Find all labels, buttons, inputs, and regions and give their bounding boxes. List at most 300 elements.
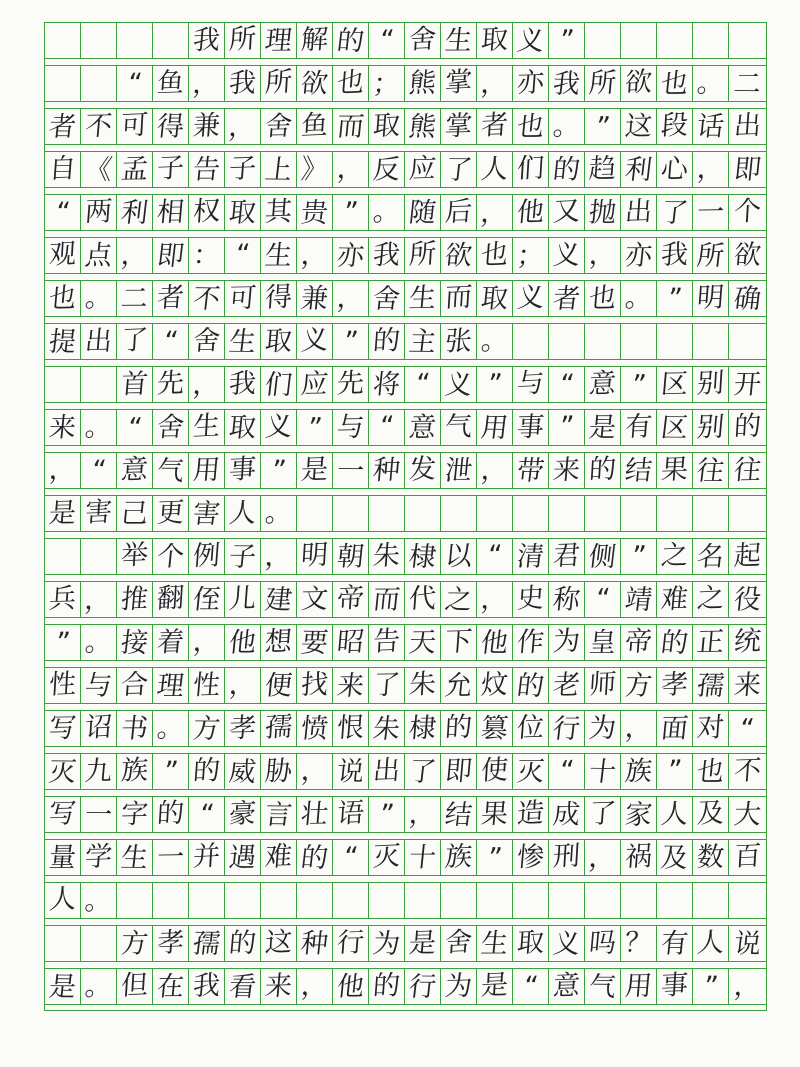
handwritten-char: 役	[731, 584, 763, 616]
handwritten-char: 熊	[407, 67, 438, 100]
grid-cell	[657, 797, 693, 832]
grid-cell	[81, 926, 117, 961]
handwritten-char: 孟	[119, 153, 150, 186]
handwritten-char: ，	[336, 152, 366, 185]
handwritten-char: 我	[659, 239, 690, 272]
handwritten-char: 一	[83, 799, 114, 831]
grid-cell	[693, 668, 729, 703]
grid-cell	[333, 539, 369, 574]
handwritten-char: 位	[515, 712, 546, 745]
handwritten-char: 十	[407, 842, 438, 874]
handwritten-char: 其	[263, 196, 294, 229]
grid-cell	[729, 367, 765, 402]
grid-cell	[297, 582, 333, 617]
handwritten-char: 舍	[191, 325, 222, 358]
grid-cell	[549, 152, 585, 187]
handwritten-char: 利	[623, 154, 654, 186]
grid-cell	[549, 797, 585, 832]
grid-cell	[81, 281, 117, 316]
handwritten-char: 可	[120, 109, 150, 142]
grid-cell	[657, 238, 693, 273]
handwritten-char: 了	[371, 669, 402, 702]
grid-cell	[405, 969, 441, 1004]
grid-cell	[477, 754, 513, 789]
grid-cell	[693, 109, 729, 144]
handwritten-char: 想	[263, 626, 294, 659]
grid-cell	[657, 496, 693, 531]
handwritten-char: 亦	[515, 67, 546, 100]
handwritten-char: 。	[155, 712, 186, 745]
grid-cell	[117, 23, 153, 58]
text-row	[45, 151, 766, 187]
handwritten-char: 确	[731, 283, 763, 315]
handwritten-char: 两	[83, 196, 114, 229]
handwritten-char: 所	[228, 23, 258, 56]
grid-cell	[441, 883, 477, 918]
grid-cell	[405, 324, 441, 359]
handwritten-char: 的	[227, 927, 258, 960]
handwritten-char: 来	[263, 970, 294, 1003]
grid-cell	[369, 66, 405, 101]
grid-cell	[441, 840, 477, 875]
grid-cell	[189, 23, 225, 58]
grid-cell	[441, 109, 477, 144]
grid-cell	[261, 453, 297, 488]
handwritten-char: 篡	[479, 713, 510, 745]
row-spacer	[45, 230, 766, 237]
grid-cell	[657, 969, 693, 1004]
grid-cell	[225, 152, 261, 187]
handwritten-char: 。	[372, 195, 402, 228]
handwritten-char: 朱	[371, 540, 402, 573]
handwritten-char: 与	[516, 367, 546, 400]
grid-cell	[81, 109, 117, 144]
grid-cell	[405, 367, 441, 402]
handwritten-char: 下	[443, 626, 474, 659]
grid-cell	[153, 840, 189, 875]
grid-cell	[369, 625, 405, 660]
handwritten-char: 害	[191, 498, 222, 530]
grid-cell	[441, 195, 477, 230]
grid-cell	[81, 582, 117, 617]
handwritten-char: 靖	[623, 584, 654, 616]
grid-cell	[513, 668, 549, 703]
grid-cell	[441, 969, 477, 1004]
handwritten-char: 找	[299, 669, 330, 702]
grid-cell	[297, 367, 333, 402]
grid-cell	[153, 969, 189, 1004]
grid-cell	[477, 496, 513, 531]
grid-cell	[189, 969, 225, 1004]
handwritten-char: 而	[371, 584, 402, 616]
grid-cell	[513, 754, 549, 789]
grid-cell	[333, 109, 369, 144]
grid-cell	[621, 367, 657, 402]
grid-cell	[297, 66, 333, 101]
handwritten-char: 事	[515, 411, 546, 444]
grid-cell	[729, 539, 765, 574]
handwritten-char: 子	[227, 153, 258, 186]
grid-cell	[45, 238, 81, 273]
handwritten-char: 取	[479, 283, 510, 315]
handwritten-char: 要	[299, 627, 330, 659]
handwritten-char: ，	[263, 540, 294, 573]
handwritten-char: 棣	[407, 541, 438, 573]
grid-cell	[693, 66, 729, 101]
handwritten-char: “	[486, 539, 503, 572]
handwritten-char: 《	[83, 154, 114, 186]
grid-cell	[549, 410, 585, 445]
grid-cell	[585, 23, 621, 58]
handwritten-char: ，	[624, 711, 654, 744]
grid-cell	[621, 754, 657, 789]
grid-cell	[621, 797, 657, 832]
handwritten-char: 不	[83, 110, 114, 143]
handwritten-char: 方	[119, 928, 150, 960]
handwritten-char: 点	[83, 240, 114, 272]
handwritten-char: 合	[119, 669, 150, 702]
grid-cell	[477, 66, 513, 101]
handwritten-char: 天	[407, 627, 438, 659]
handwritten-char: 推	[119, 583, 150, 616]
handwritten-char: 随	[407, 197, 438, 229]
handwritten-char: “	[414, 368, 431, 400]
handwritten-char: 他	[227, 627, 258, 659]
composition-grid	[44, 22, 767, 1011]
handwritten-char: “	[89, 455, 108, 487]
grid-cell	[369, 883, 405, 918]
grid-cell	[729, 797, 765, 832]
grid-cell	[261, 883, 297, 918]
grid-cell	[513, 926, 549, 961]
handwritten-char: 灭	[515, 756, 546, 788]
handwritten-char: 面	[659, 713, 690, 745]
handwritten-char: 解	[299, 24, 330, 57]
text-row	[45, 710, 766, 746]
grid-cell	[189, 281, 225, 316]
grid-cell	[45, 840, 81, 875]
handwritten-char: 义	[515, 25, 546, 57]
grid-cell	[585, 883, 621, 918]
grid-cell	[513, 453, 549, 488]
grid-cell	[81, 668, 117, 703]
handwritten-char: 鱼	[300, 109, 330, 142]
handwritten-char: 行	[335, 927, 366, 960]
grid-cell	[153, 496, 189, 531]
handwritten-char: 了	[587, 798, 618, 831]
grid-cell	[477, 23, 513, 58]
handwritten-char: 自	[47, 153, 78, 186]
handwritten-char: 举	[120, 539, 150, 572]
grid-cell	[333, 453, 369, 488]
handwritten-char: 皇	[587, 627, 618, 659]
grid-cell	[153, 797, 189, 832]
grid-cell	[81, 324, 117, 359]
handwritten-char: ，	[587, 842, 618, 874]
handwritten-char: 及	[659, 842, 690, 874]
row-spacer	[45, 58, 766, 65]
grid-cell	[549, 496, 585, 531]
grid-cell	[189, 367, 225, 402]
handwritten-char: “	[378, 410, 395, 443]
handwritten-char: 个	[155, 541, 186, 573]
handwritten-char: 更	[155, 497, 186, 530]
grid-cell	[297, 797, 333, 832]
handwritten-char: 文	[299, 583, 330, 616]
handwritten-char: 二	[731, 68, 763, 100]
handwritten-char: 应	[407, 153, 438, 186]
handwritten-char: 我	[551, 68, 582, 100]
handwritten-char: ”	[666, 754, 683, 787]
handwritten-char: ”	[701, 971, 720, 1003]
handwritten-char: 所	[695, 240, 726, 272]
handwritten-char: 趋	[587, 153, 618, 186]
handwritten-char: 害	[84, 496, 114, 529]
handwritten-char: 己	[119, 498, 150, 530]
grid-cell	[333, 324, 369, 359]
handwritten-char: ”	[377, 799, 396, 831]
grid-cell	[549, 754, 585, 789]
handwritten-char: ，	[300, 754, 330, 787]
grid-cell	[45, 625, 81, 660]
grid-cell	[153, 754, 189, 789]
handwritten-char: ”	[629, 369, 648, 401]
grid-cell	[153, 539, 189, 574]
grid-cell	[513, 625, 549, 660]
handwritten-char: 即	[731, 154, 763, 186]
handwritten-char: 出	[371, 755, 402, 788]
grid-cell	[225, 582, 261, 617]
grid-cell	[405, 840, 441, 875]
handwritten-char: 之	[660, 539, 690, 572]
grid-cell	[45, 281, 81, 316]
grid-cell	[117, 195, 153, 230]
handwritten-char: ，	[48, 453, 78, 486]
handwritten-char: 用	[479, 412, 510, 444]
handwritten-char: 提	[47, 326, 78, 358]
handwritten-char: 师	[588, 668, 618, 701]
handwritten-char: 生	[479, 928, 510, 960]
grid-cell	[261, 797, 297, 832]
grid-cell	[405, 195, 441, 230]
grid-cell	[657, 281, 693, 316]
handwritten-char: 这	[264, 926, 294, 959]
handwritten-char: 起	[732, 540, 762, 573]
handwritten-char: 观	[48, 238, 78, 271]
handwritten-char: ”	[485, 842, 504, 874]
handwritten-char: 孝	[659, 669, 690, 702]
handwritten-char: 灭	[47, 756, 78, 788]
grid-cell	[693, 238, 729, 273]
grid-cell	[405, 883, 441, 918]
handwritten-char: 兼	[191, 110, 222, 143]
grid-cell	[513, 109, 549, 144]
grid-cell	[45, 969, 81, 1004]
handwritten-char: 舍	[155, 411, 186, 444]
handwritten-char: 理	[263, 25, 294, 57]
text-row	[45, 452, 766, 488]
grid-cell	[405, 23, 441, 58]
handwritten-char: 欲	[624, 66, 654, 99]
handwritten-char: 孺	[695, 670, 726, 702]
grid-cell	[297, 969, 333, 1004]
handwritten-char: 的	[659, 627, 690, 659]
grid-cell	[657, 324, 693, 359]
row-spacer	[45, 316, 766, 323]
grid-cell	[189, 195, 225, 230]
grid-cell	[549, 969, 585, 1004]
handwritten-char: 的	[515, 670, 546, 702]
grid-cell	[117, 926, 153, 961]
handwritten-char: 。	[624, 281, 654, 314]
handwritten-char: 意	[587, 368, 618, 401]
grid-cell	[81, 754, 117, 789]
grid-cell	[585, 711, 621, 746]
grid-cell	[369, 195, 405, 230]
grid-cell	[297, 324, 333, 359]
handwritten-char: 。	[695, 67, 726, 100]
handwritten-char: 人	[695, 927, 726, 960]
handwritten-char: 的	[335, 25, 366, 57]
handwritten-char: 写	[47, 712, 78, 745]
handwritten-char: 方	[191, 713, 222, 745]
grid-cell	[261, 281, 297, 316]
handwritten-char: 看	[227, 971, 258, 1003]
handwritten-char: ”	[558, 410, 575, 443]
grid-cell	[621, 539, 657, 574]
grid-cell	[261, 109, 297, 144]
grid-cell	[261, 324, 297, 359]
grid-cell	[45, 883, 81, 918]
grid-cell	[153, 668, 189, 703]
handwritten-char: “	[197, 799, 216, 831]
handwritten-char: 也	[659, 68, 690, 100]
handwritten-char: 昭	[335, 626, 366, 659]
handwritten-char: “	[125, 412, 144, 444]
handwritten-char: 者	[155, 282, 186, 315]
handwritten-char: 即	[155, 240, 186, 272]
grid-cell	[477, 109, 513, 144]
grid-cell	[405, 754, 441, 789]
handwritten-char: 舍	[371, 283, 402, 315]
grid-cell	[261, 582, 297, 617]
grid-cell	[441, 926, 477, 961]
handwritten-char: 难	[263, 841, 294, 874]
grid-cell	[369, 754, 405, 789]
grid-cell	[81, 238, 117, 273]
grid-cell	[45, 926, 81, 961]
grid-cell	[225, 66, 261, 101]
handwritten-char: “	[558, 755, 575, 787]
grid-cell	[729, 668, 765, 703]
grid-cell	[297, 625, 333, 660]
handwritten-char: 个	[732, 195, 762, 228]
grid-cell	[549, 840, 585, 875]
handwritten-char: 结	[443, 799, 474, 831]
handwritten-char: ；	[515, 240, 546, 272]
grid-cell	[513, 840, 549, 875]
handwritten-char: 允	[443, 670, 474, 702]
handwritten-char: 而	[335, 111, 366, 143]
handwritten-char: 九	[83, 755, 114, 788]
grid-cell	[657, 668, 693, 703]
grid-cell	[621, 410, 657, 445]
handwritten-char: 及	[696, 797, 726, 830]
handwritten-char: 的	[371, 970, 402, 1003]
handwritten-char: 熊	[407, 111, 438, 143]
grid-cell	[657, 152, 693, 187]
handwritten-char: 行	[407, 971, 438, 1003]
text-row	[45, 538, 766, 574]
handwritten-char: 心	[659, 153, 690, 186]
handwritten-char: 老	[551, 669, 582, 702]
handwritten-char: 也	[479, 239, 510, 272]
grid-cell	[477, 840, 513, 875]
grid-cell	[693, 711, 729, 746]
grid-cell	[441, 238, 477, 273]
handwritten-char: ，	[191, 68, 222, 100]
grid-cell	[621, 281, 657, 316]
row-spacer	[45, 101, 766, 108]
grid-cell	[369, 410, 405, 445]
grid-cell	[585, 926, 621, 961]
handwritten-char: ，	[407, 798, 438, 831]
handwritten-char: 例	[191, 540, 222, 573]
grid-cell	[729, 496, 765, 531]
grid-cell	[261, 367, 297, 402]
handwritten-char: ”	[305, 412, 324, 444]
grid-cell	[513, 238, 549, 273]
handwritten-char: 是	[480, 969, 510, 1002]
handwritten-char: 相	[155, 196, 186, 229]
grid-cell	[693, 324, 729, 359]
handwritten-char: 书	[119, 713, 150, 745]
handwritten-char: ，	[83, 584, 114, 616]
grid-cell	[621, 453, 657, 488]
grid-cell	[585, 195, 621, 230]
handwritten-char: 欲	[299, 68, 330, 100]
grid-cell	[45, 496, 81, 531]
handwritten-char: 对	[695, 712, 726, 745]
grid-cell	[693, 539, 729, 574]
text-row	[45, 753, 766, 789]
text-row	[45, 624, 766, 660]
handwritten-char: 我	[371, 239, 402, 272]
grid-cell	[153, 195, 189, 230]
handwritten-char: 是	[407, 927, 438, 960]
grid-cell	[729, 625, 765, 660]
handwritten-char: 家	[623, 799, 654, 831]
grid-cell	[441, 66, 477, 101]
handwritten-char: 代	[407, 583, 438, 616]
grid-cell	[585, 66, 621, 101]
grid-cell	[261, 66, 297, 101]
grid-cell	[333, 582, 369, 617]
handwritten-char: 行	[551, 713, 582, 745]
row-spacer	[45, 445, 766, 452]
grid-cell	[657, 883, 693, 918]
handwritten-char: 是	[587, 412, 618, 444]
grid-cell	[585, 281, 621, 316]
text-row	[45, 323, 766, 359]
grid-cell	[225, 324, 261, 359]
handwritten-char: ，	[335, 282, 366, 315]
handwritten-char: 义	[443, 369, 474, 401]
grid-cell	[729, 410, 765, 445]
grid-cell	[297, 754, 333, 789]
handwritten-char: 话	[695, 111, 726, 143]
grid-cell	[693, 367, 729, 402]
